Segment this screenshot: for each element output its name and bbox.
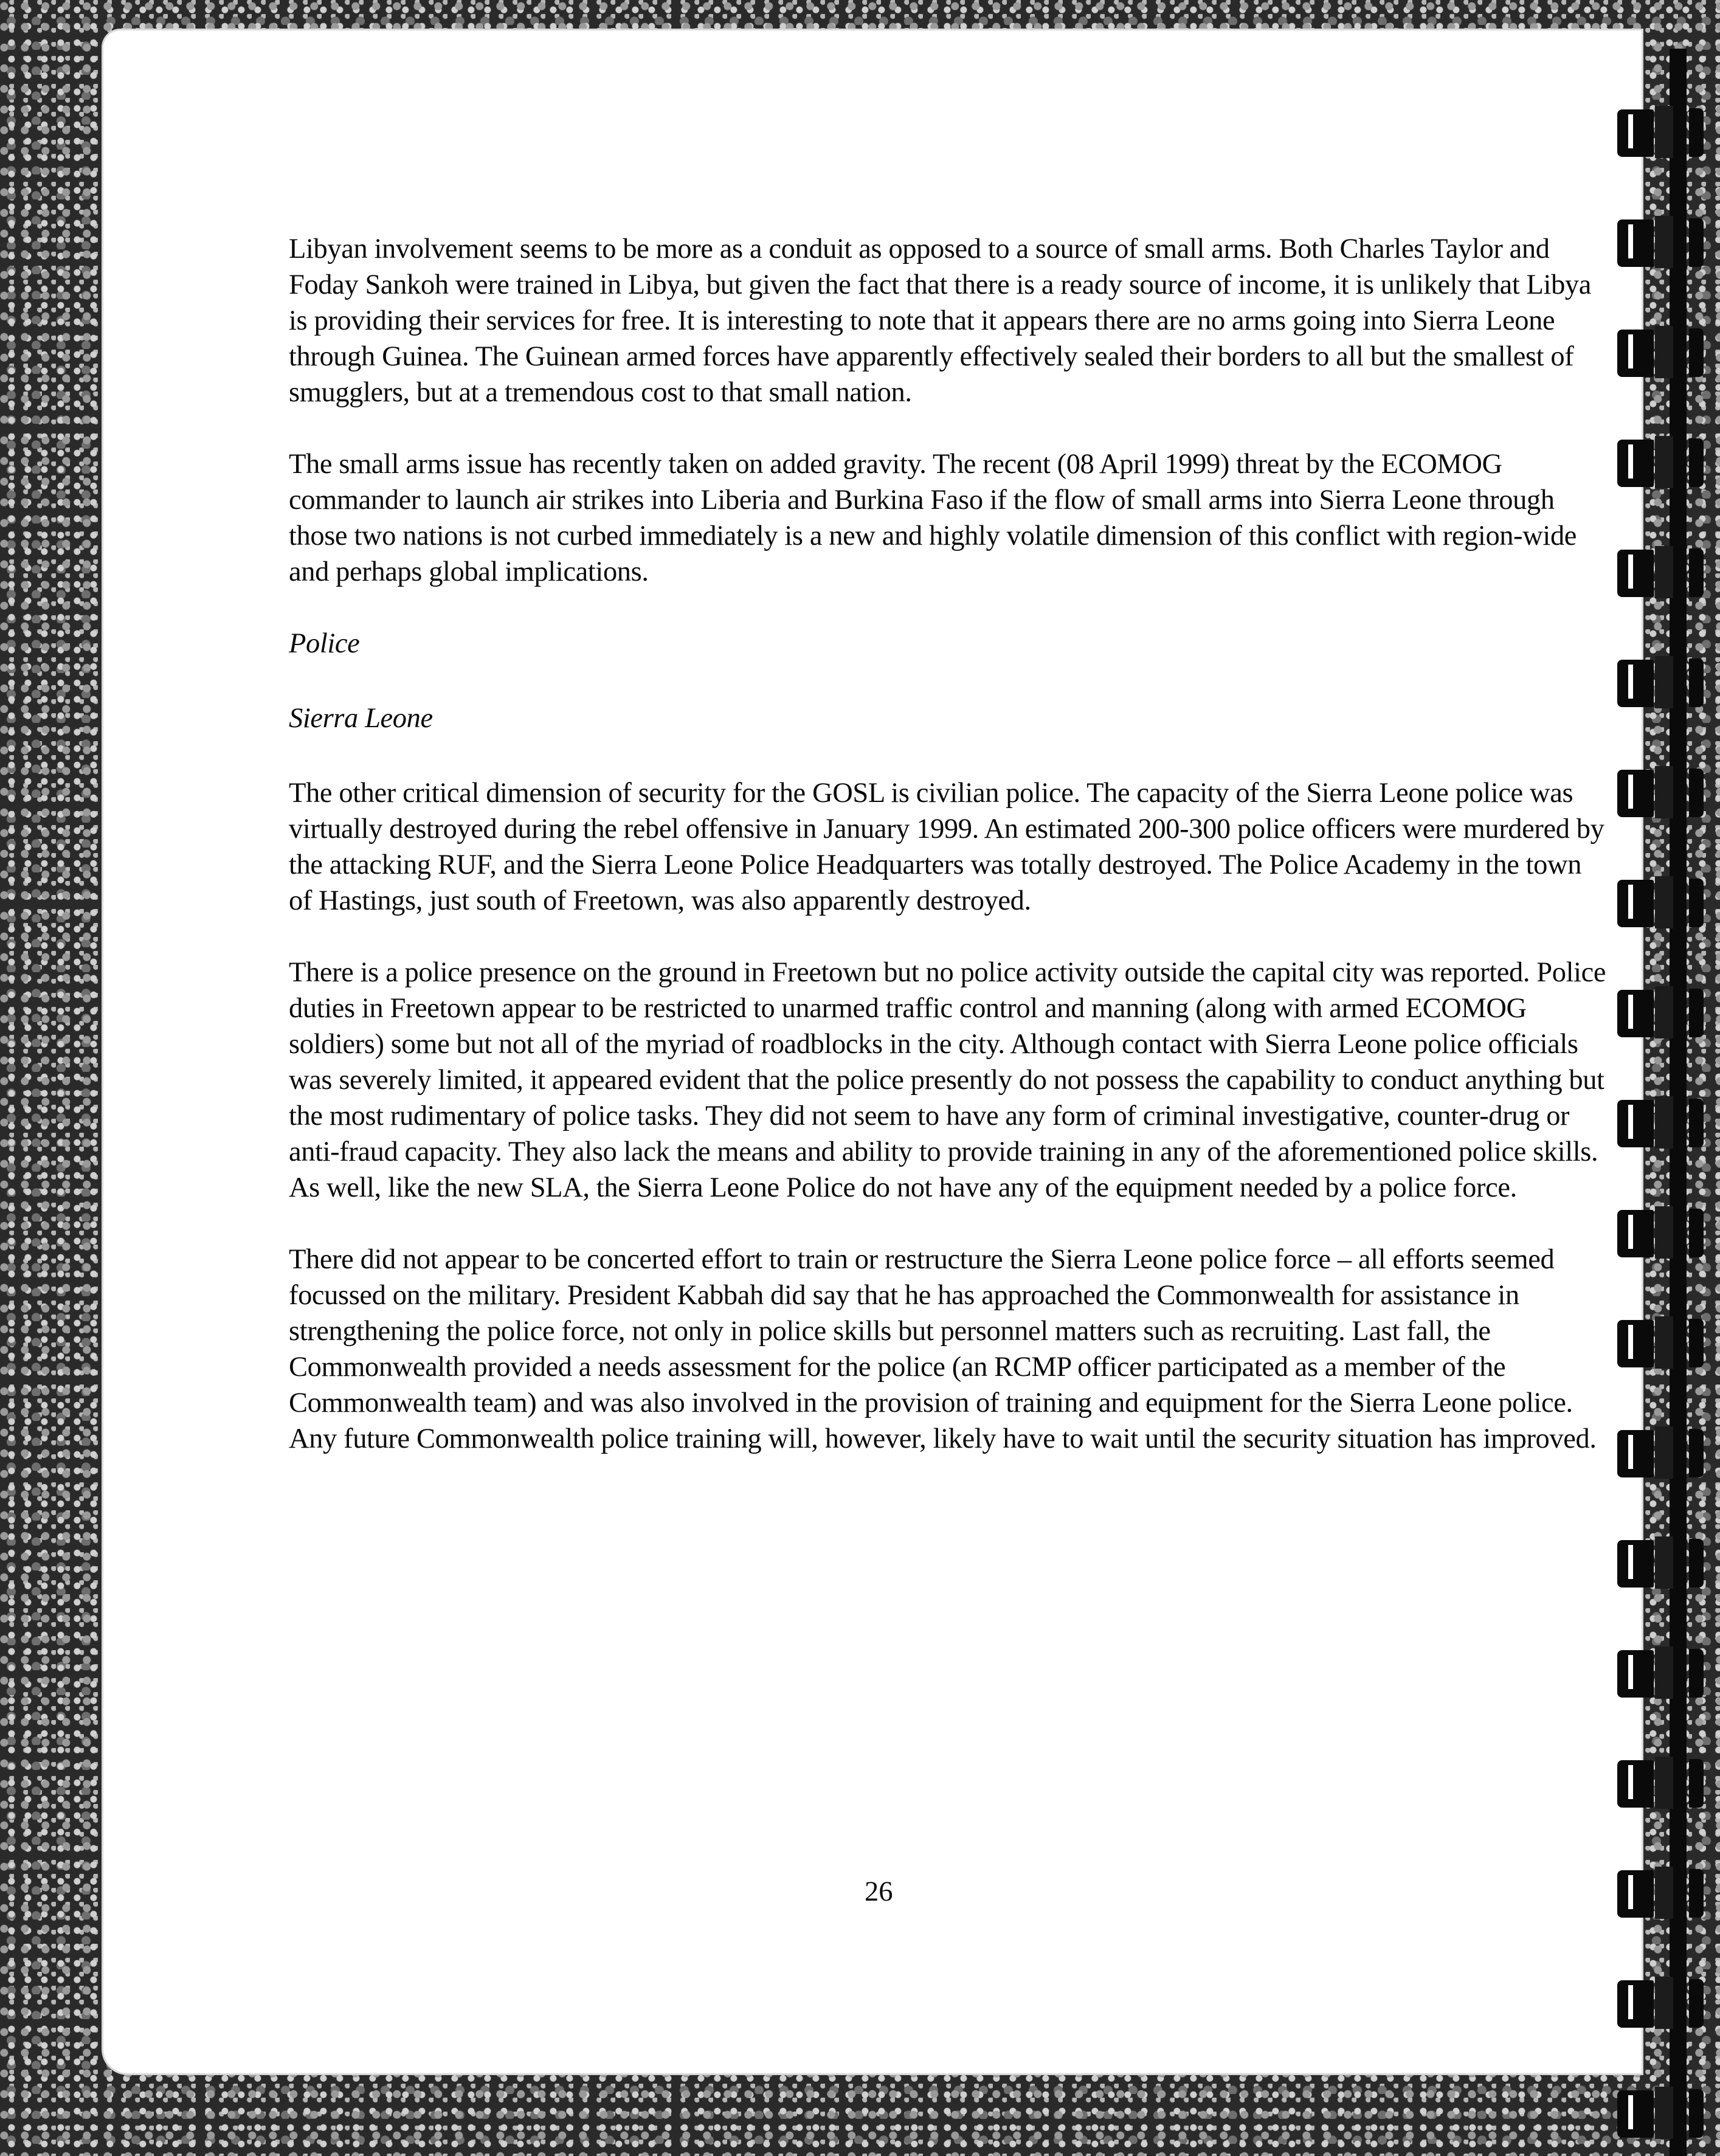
binding-coil-part bbox=[1655, 766, 1673, 818]
binding-coil-part bbox=[1617, 550, 1654, 597]
binding-coil-part bbox=[1655, 1757, 1673, 1809]
binding-coil bbox=[1610, 434, 1713, 492]
binding-coil-part bbox=[1655, 1316, 1673, 1369]
binding-coil bbox=[1610, 1424, 1713, 1482]
binding-coil-part bbox=[1689, 2089, 1704, 2138]
binding-coil-part bbox=[1655, 1867, 1673, 1919]
binding-coil-part bbox=[1628, 1655, 1633, 1689]
binding-coil-part bbox=[1655, 656, 1673, 708]
binding-coil-part bbox=[1689, 1429, 1704, 1477]
binding-coil-part bbox=[1655, 1096, 1673, 1149]
binding-coil-part bbox=[1628, 1435, 1633, 1469]
binding-coil-part bbox=[1689, 1099, 1704, 1147]
binding-coil bbox=[1610, 103, 1713, 162]
binding-coil-part bbox=[1689, 1209, 1704, 1257]
binding-coil-part bbox=[1617, 990, 1654, 1037]
paragraph-small-arms: The small arms issue has recently taken on added gravity. The recent (08 April 1999) threat by the ECOMOG commander to launch air strikes into Liberia and Burkina Faso if the flow of small arms into Sierra Leone through those two nations is not curbed immediately is a new and highly volatile dimension of this conflict with region-wide and perhaps global implications. bbox=[289, 449, 1577, 587]
binding-coil-part bbox=[1689, 1319, 1704, 1367]
binding-coil-part bbox=[1655, 986, 1673, 1038]
binding-coil-part bbox=[1628, 1215, 1633, 1249]
binding-coil-part bbox=[1689, 1869, 1704, 1918]
binding-coil bbox=[1610, 544, 1713, 602]
binding-coil-part bbox=[1628, 114, 1633, 148]
binding-coil-part bbox=[1617, 1320, 1654, 1367]
binding-coil bbox=[1610, 984, 1713, 1042]
binding-coil-part bbox=[1689, 658, 1704, 707]
binding-coil-part bbox=[1628, 334, 1633, 368]
binding-coil-part bbox=[1617, 1100, 1654, 1147]
binding-coil-part bbox=[1628, 444, 1633, 479]
binding-coil-part bbox=[1655, 1536, 1673, 1589]
paragraph-police-presence: There is a police presence on the ground in Freetown but no police activity outside the capital city was reported. Police duties in Freetown appear to be restricted to unarmed traffic control and manning (along with armed ECOMOG soldiers) some but not all of the myriad of roadblocks in the city. Although contact with Sierra Leone police officials was severely limited, it appeared evident that the police presently do not possess the capability to conduct anything but the most rudimentary of police tasks. They did not seem to have any form of criminal investigative, counter-drug or anti-fraud capacity. They also lack the means and ability to provide training in any of the aforementioned police skills. As well, like the new SLA, the Sierra Leone Police do not have any of the equipment needed by a police force. bbox=[289, 957, 1606, 1203]
binding-coil-part bbox=[1617, 109, 1654, 157]
binding-coil-part bbox=[1617, 440, 1654, 487]
binding-coil-part bbox=[1655, 326, 1673, 378]
paragraph-restructure: There did not appear to be concerted effort to train or restructure the Sierra Leone police force – all efforts seemed focussed on the military. President Kabbah did say that he has approached the Commonwealth for assistance in strengthening the police force, not only in police skills but personnel matters such as recruiting. Last fall, the Commonwealth provided a needs assessment for the police (an RCMP officer participated as a member of the Commonwealth team) and was also involved in the provision of training and equipment for the Sierra Leone police. Any future Commonwealth police training will, however, likely have to wait until the security situation has improved. bbox=[289, 1244, 1597, 1454]
binding-coil-part bbox=[1689, 218, 1704, 267]
binding-coil-part bbox=[1655, 1977, 1673, 2029]
binding-coil bbox=[1610, 1644, 1713, 1702]
binding-coil-part bbox=[1655, 1646, 1673, 1699]
binding-coil bbox=[1610, 1314, 1713, 1372]
binding-coil-part bbox=[1617, 219, 1654, 267]
binding-coil-part bbox=[1617, 1980, 1654, 2028]
binding-coil-part bbox=[1617, 1430, 1654, 1477]
binding-coil-part bbox=[1655, 2087, 1673, 2139]
binding-coil-part bbox=[1689, 438, 1704, 487]
binding-coil-part bbox=[1617, 330, 1654, 377]
page-number: 26 bbox=[865, 1876, 893, 1907]
binding-coil-part bbox=[1617, 1650, 1654, 1698]
binding-coil-part bbox=[1628, 1875, 1633, 1909]
binding-coil bbox=[1610, 1534, 1713, 1592]
binding-coil-part bbox=[1617, 1870, 1654, 1918]
binding-coil-part bbox=[1628, 885, 1633, 919]
binding-coil-part bbox=[1655, 1206, 1673, 1259]
binding-coil-part bbox=[1628, 1545, 1633, 1579]
binding-coil-part bbox=[1689, 1649, 1704, 1698]
binding-coil-part bbox=[1689, 879, 1704, 927]
binding-coil-part bbox=[1628, 224, 1633, 258]
binding-coil-part bbox=[1628, 2095, 1633, 2129]
binding-coil-part bbox=[1655, 216, 1673, 268]
binding-coil bbox=[1610, 764, 1713, 822]
binding-coil bbox=[1610, 323, 1713, 382]
binding-coil bbox=[1610, 1974, 1713, 2033]
spiral-binding bbox=[1610, 49, 1720, 2156]
binding-coil-part bbox=[1617, 2090, 1654, 2138]
binding-coil bbox=[1610, 874, 1713, 932]
binding-coil-part bbox=[1689, 328, 1704, 377]
binding-coil-part bbox=[1617, 660, 1654, 707]
binding-coil-part bbox=[1628, 1765, 1633, 1799]
binding-coil-part bbox=[1628, 775, 1633, 809]
binding-coil-part bbox=[1655, 1426, 1673, 1479]
document-page bbox=[103, 30, 1642, 2073]
binding-coil-part bbox=[1689, 1759, 1704, 1808]
binding-coil-part bbox=[1617, 880, 1654, 927]
binding-coil-part bbox=[1617, 770, 1654, 817]
binding-coil bbox=[1610, 2084, 1713, 2143]
binding-coil bbox=[1610, 654, 1713, 712]
binding-coil-part bbox=[1628, 995, 1633, 1029]
binding-coil-part bbox=[1628, 665, 1633, 699]
binding-coil-part bbox=[1689, 989, 1704, 1037]
binding-coil-part bbox=[1628, 1105, 1633, 1139]
binding-coil-part bbox=[1628, 1985, 1633, 2019]
binding-coil bbox=[1610, 1864, 1713, 1923]
paragraph-police-capacity: The other critical dimension of security for the GOSL is civilian police. The capacity of the Sierra Leone police was virtually destroyed during the rebel offensive in January 1999. An estimated 200-300 police officers were murdered by the attacking RUF, and the Sierra Leone Police Headquarters was totally destroyed. The Police Academy in the town of Hastings, just south of Freetown, was also apparently destroyed. bbox=[289, 778, 1604, 916]
page-body bbox=[289, 231, 1608, 1493]
binding-coil-part bbox=[1689, 108, 1704, 157]
subsection-heading-sierra-leone: Sierra Leone bbox=[289, 703, 433, 734]
binding-coil-part bbox=[1655, 436, 1673, 488]
binding-coil-part bbox=[1617, 1760, 1654, 1808]
binding-coil-part bbox=[1689, 1539, 1704, 1588]
binding-coil-part bbox=[1617, 1210, 1654, 1257]
binding-coil bbox=[1610, 1754, 1713, 1812]
binding-coil-part bbox=[1689, 1979, 1704, 2028]
binding-coil-part bbox=[1689, 548, 1704, 597]
binding-coil bbox=[1610, 1204, 1713, 1262]
binding-coil-part bbox=[1655, 876, 1673, 928]
binding-coil-part bbox=[1617, 1540, 1654, 1588]
binding-coil-part bbox=[1655, 546, 1673, 598]
binding-coil-part bbox=[1655, 106, 1673, 158]
paragraph-libya: Libyan involvement seems to be more as a conduit as opposed to a source of small arms. Both Charles Taylor and Foday Sankoh were trained in Libya, but given the fact that there is a ready source of income, it is unlikely that Libya is providing their services for free. It is interesting to note that it appears there are no arms going into Sierra Leone through Guinea. The Guinean armed forces have apparently effectively sealed their borders to all but the smallest of smugglers, but at a tremendous cost to that small nation. bbox=[289, 233, 1592, 408]
binding-coil bbox=[1610, 1094, 1713, 1152]
binding-coil-part bbox=[1628, 1325, 1633, 1359]
binding-coil-part bbox=[1689, 769, 1704, 817]
section-heading-police: Police bbox=[289, 628, 360, 659]
binding-coil bbox=[1610, 213, 1713, 272]
binding-coil-part bbox=[1628, 555, 1633, 589]
